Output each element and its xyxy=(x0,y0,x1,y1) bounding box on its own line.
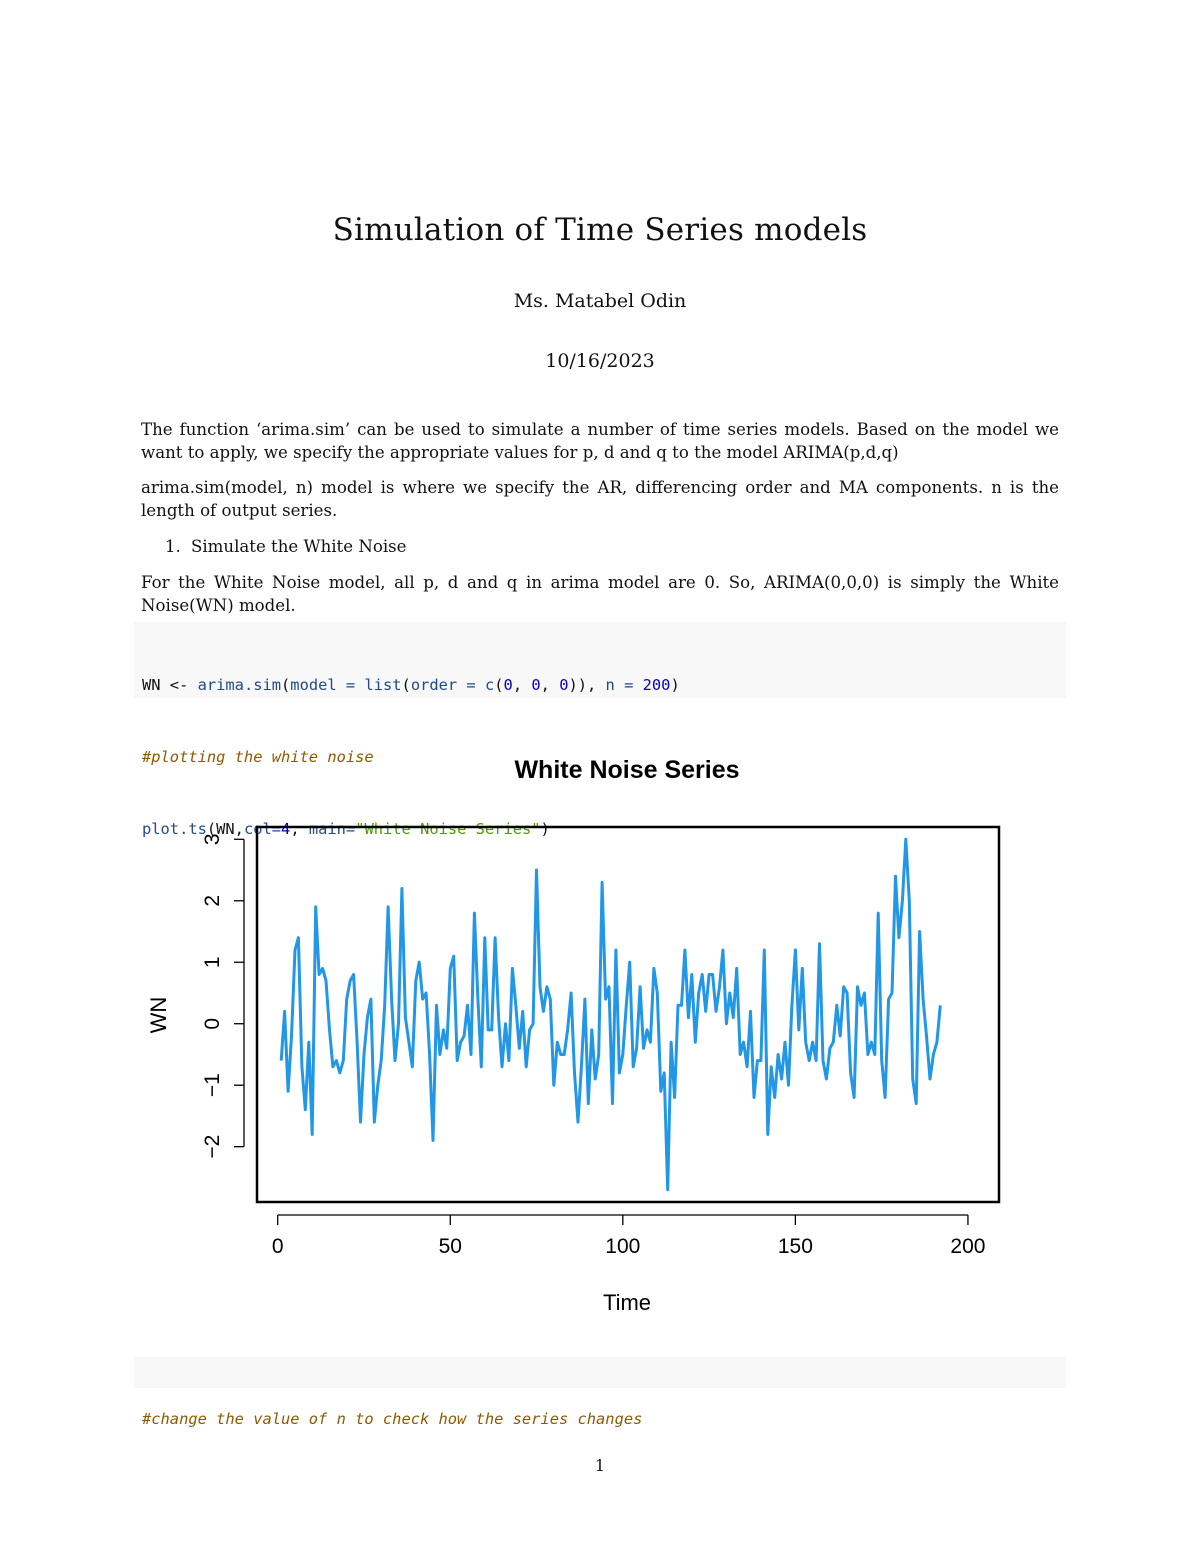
x-tick-label: 50 xyxy=(438,1235,462,1258)
page-number: 1 xyxy=(594,1456,606,1475)
x-tick-label: 150 xyxy=(777,1235,813,1258)
x-axis xyxy=(272,1215,986,1258)
document-author: Ms. Matabel Odin xyxy=(513,290,687,312)
code-block-simulate xyxy=(134,622,1066,838)
y-tick-label: −1 xyxy=(201,1073,224,1098)
code-line-2: #plotting the white noise xyxy=(142,748,374,766)
code-block-comment xyxy=(134,1357,1066,1428)
x-tick-label: 200 xyxy=(950,1235,986,1258)
document-title: Simulation of Time Series models xyxy=(332,212,868,248)
y-tick-label: 0 xyxy=(201,1017,224,1030)
list-item-text: Simulate the White Noise xyxy=(191,537,407,556)
code-line-3: plot.ts(WN,col=4, main="White Noise Series") xyxy=(142,820,550,838)
white-noise-chart xyxy=(130,740,1030,1340)
x-tick-label: 0 xyxy=(271,1235,284,1258)
y-tick-label: −2 xyxy=(201,1134,224,1159)
x-tick-label: 100 xyxy=(605,1235,641,1258)
white-noise-paragraph: For the White Noise model, all p, d and q in arima model are 0. So, ARIMA(0,0,0) is simply the White Noise(WN) model. xyxy=(141,573,1059,615)
list-item xyxy=(165,535,406,558)
series-line-wn xyxy=(281,839,940,1189)
y-axis xyxy=(201,833,244,1158)
y-axis-label: WN xyxy=(146,996,171,1034)
y-tick-label: 3 xyxy=(201,833,224,846)
document-date: 10/16/2023 xyxy=(545,350,655,372)
code-line-1: WN <- arima.sim(model = list(order = c(0, 0, 0)), n = 200) xyxy=(142,676,680,694)
arima-sim-paragraph: arima.sim(model, n) model is where we specify the AR, differencing order and MA components. n is the length of output series. xyxy=(141,478,1059,520)
list-item-number: 1. xyxy=(165,537,181,556)
y-tick-label: 2 xyxy=(201,894,224,907)
chart-title: White Noise Series xyxy=(514,756,740,784)
code-comment-line: #change the value of n to check how the series changes xyxy=(142,1410,643,1428)
intro-paragraph: The function ‘arima.sim’ can be used to simulate a number of time series models. Based on the model we want to apply, we specify the appropriate values for p, d and q to the model ARIMA(p,d,q) xyxy=(141,420,1059,462)
x-axis-label: Time xyxy=(602,1290,652,1315)
y-tick-label: 1 xyxy=(201,956,224,969)
